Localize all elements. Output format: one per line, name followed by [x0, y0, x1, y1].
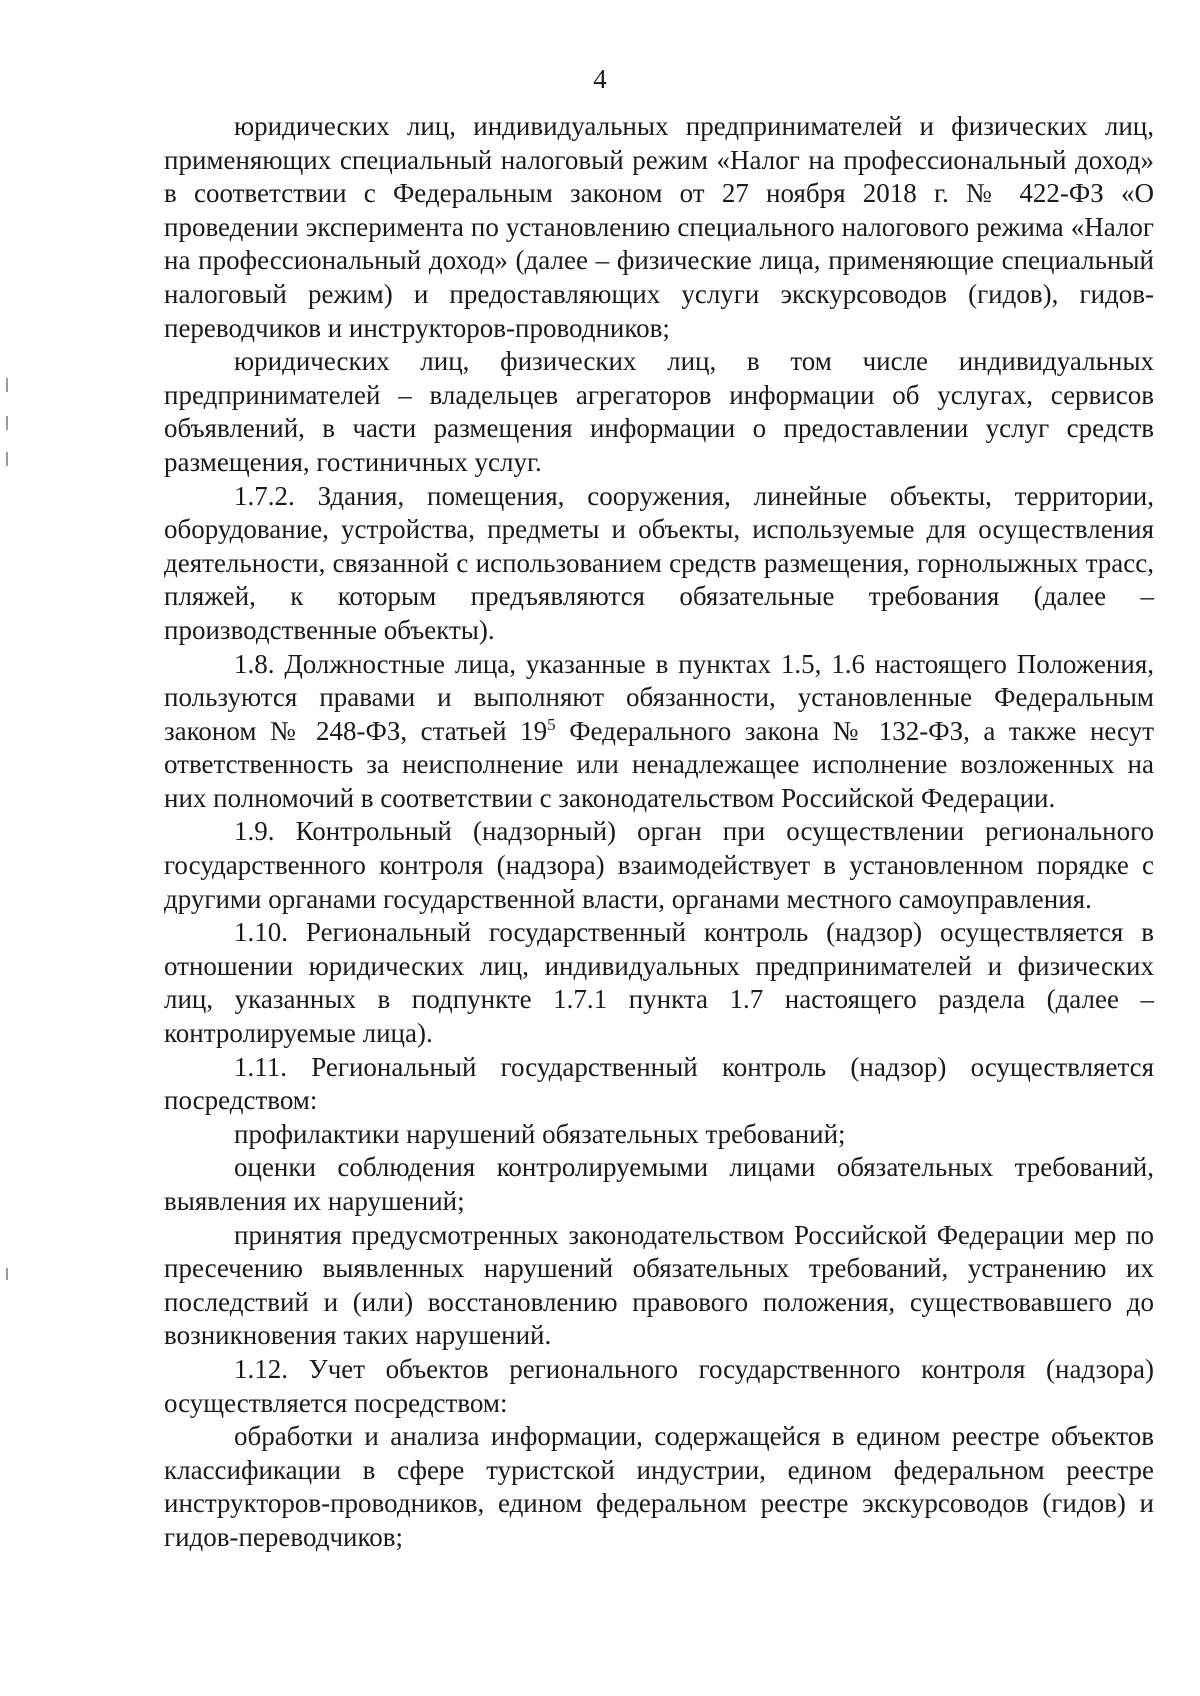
margin-scan-mark	[6, 1268, 8, 1280]
paragraph-1-10: 1.10. Региональный государственный контроль (надзор) осуществляется в отношении юридических лиц, индивидуальных предпринимателей и физических лиц, указанных в подпункте 1.7.1 пункта 1.7 настоящего раздела (далее – контролируемые лица).	[164, 917, 1154, 1049]
paragraph-1-12: 1.12. Учет объектов регионального государственного контроля (надзора) осуществляется посредством:	[164, 1353, 1154, 1418]
page-number: 4	[593, 64, 607, 94]
margin-scan-mark	[6, 378, 8, 392]
paragraph-1-9: 1.9. Контрольный (надзорный) орган при осуществлении регионального государственного контроля (надзора) взаимодействует в установленном порядке с другими органами государственной власти, органами местного самоуправления.	[164, 816, 1154, 914]
paragraph-1-8-text-start: 1.8. Должностные лица, указанные в пунктах 1.5, 1.6 настоящего Положения, пользуются правами и выполняют обязанности, установленные Федеральным законом № 248-ФЗ, статьей 19	[164, 648, 1154, 746]
list-item-measures: принятия предусмотренных законодательством Российской Федерации мер по пресечению выявленных нарушений обязательных требований, устранению их последствий и (или) восстановлению правового положения, существовавшего до возникновения таких нарушений.	[164, 1219, 1154, 1351]
paragraph-1-8	[164, 648, 1154, 816]
margin-scan-mark	[6, 452, 8, 466]
paragraph-1-7-2: 1.7.2. Здания, помещения, сооружения, линейные объекты, территории, оборудование, устройства, предметы и объекты, используемые для осуществления деятельности, связанной с использованием средств размещения, горнолыжных трасс, пляжей, к которым предъявляются обязательные требования (далее – производственные объекты).	[164, 480, 1154, 645]
paragraph-1-8-text-end: Федерального закона № 132-ФЗ, а также несут ответственность за неисполнение или ненадлежащее исполнение возложенных на них полномочий в соответствии с законодательством Российской Федерации.	[164, 715, 1154, 813]
document-body	[164, 110, 1154, 1555]
paragraph-legal-entities: юридических лиц, индивидуальных предпринимателей и физических лиц, применяющих специальный налоговый режим «Налог на профессиональный доход» в соответствии с Федеральным законом от 27 ноября 2018 г. № 422-ФЗ «О проведении эксперимента по установлению специального налогового режима «Налог на профессиональный доход» (далее – физические лица, применяющие специальный налоговый режим) и предоставляющих услуги экскурсоводов (гидов), гидов-переводчиков и инструкторов-проводников;	[164, 111, 1154, 343]
list-item-prevention: профилактики нарушений обязательных требований;	[234, 1118, 846, 1149]
list-item-assessment: оценки соблюдения контролируемыми лицами обязательных требований, выявления их нарушений;	[164, 1152, 1154, 1216]
article-superscript: 5	[547, 714, 556, 734]
list-item-registry-processing: обработки и анализа информации, содержащейся в едином реестре объектов классификации в сфере туристской индустрии, едином федеральном реестре инструкторов-проводников, едином федеральном реестре экскурсоводов (гидов) и гидов-переводчиков;	[164, 1421, 1154, 1552]
paragraph-1-11: 1.11. Региональный государственный контроль (надзор) осуществляется посредством:	[164, 1051, 1154, 1116]
margin-scan-mark	[6, 416, 8, 430]
paragraph-aggregators: юридических лиц, физических лиц, в том числе индивидуальных предпринимателей – владельцев агрегаторов информации об услугах, сервисов объявлений, в части размещения информации о предоставлении услуг средств размещения, гостиничных услуг.	[164, 346, 1154, 477]
